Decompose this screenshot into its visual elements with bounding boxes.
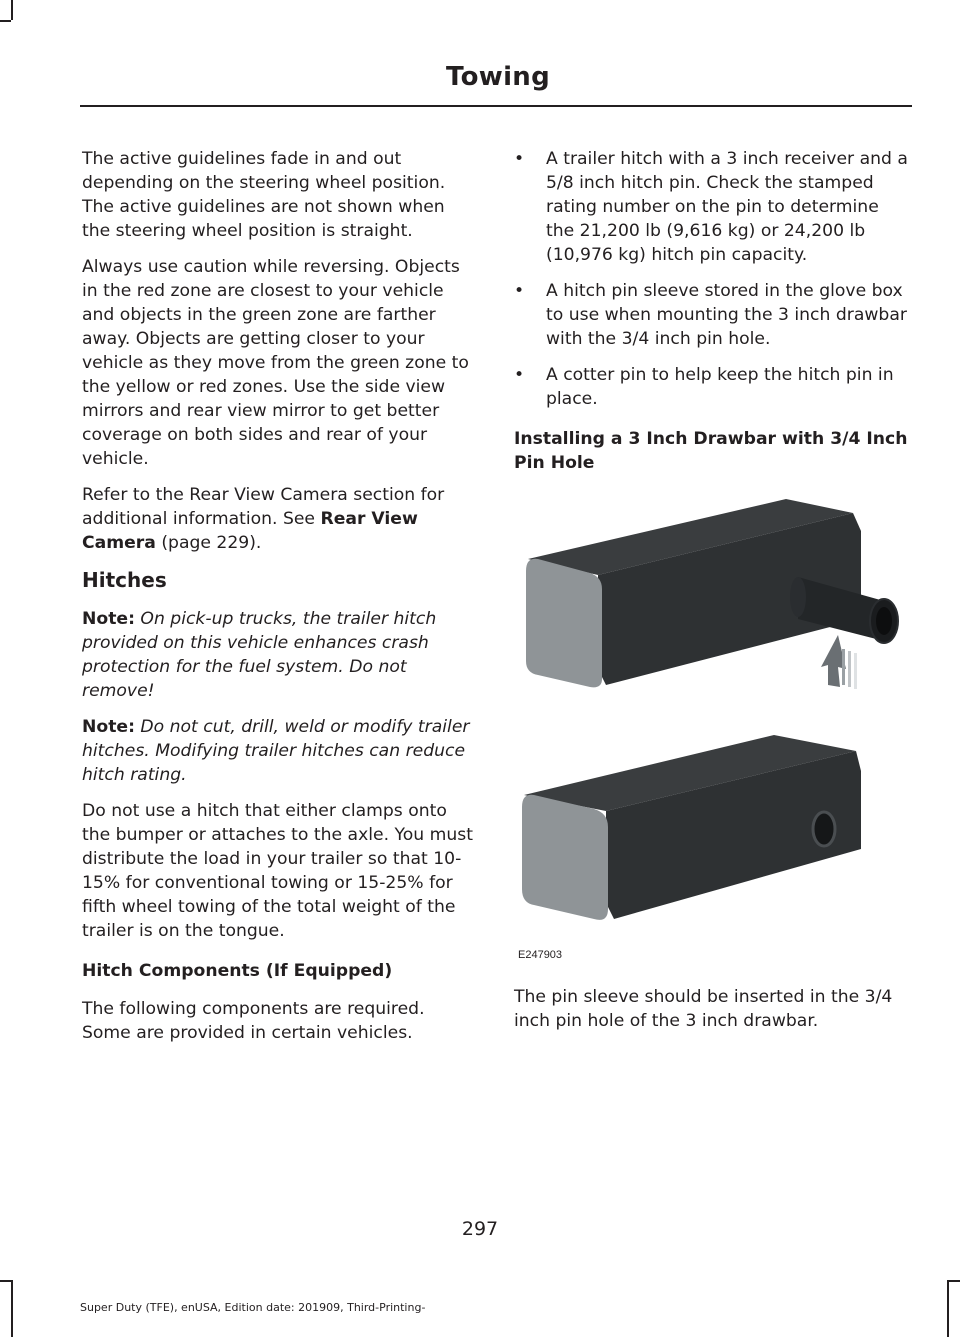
- reference-paragraph: [82, 483, 477, 555]
- reference-page: (page 229).: [155, 533, 262, 553]
- reference-text: Refer to the Rear View Camera section for additional information. See: [82, 485, 445, 529]
- page-title: Towing: [446, 62, 550, 92]
- footer-edition: Super Duty (TFE), enUSA, Edition date: 201909, Third-Printing-: [80, 1301, 426, 1314]
- bullet-icon: •: [514, 365, 525, 385]
- insert-arrow-icon: [821, 635, 857, 689]
- crop-mark: [0, 20, 11, 22]
- crop-mark: [949, 1280, 960, 1282]
- bullet-icon: •: [514, 149, 525, 169]
- caution-paragraph: Always use caution while reversing. Objects in the red zone are closest to your vehicle and objects in the green zone are farther away. Objects are getting closer to your vehicle as they move from the green zone to the yellow or red zones. Use the side view mirrors and rear view mirror to get better coverage on both sides and rear of your vehicle.: [82, 257, 469, 469]
- drawbar-diagram: [516, 489, 908, 967]
- note-label: Note:: [82, 717, 135, 737]
- page-number: 297: [461, 1218, 499, 1240]
- guidelines-paragraph: The active guidelines fade in and out depending on the steering wheel position. The active guidelines are not shown when the steering wheel position is straight.: [82, 149, 446, 241]
- list-item-text: A cotter pin to help keep the hitch pin in place.: [546, 365, 894, 409]
- install-drawbar-heading: Installing a 3 Inch Drawbar with 3/4 Inch Pin Hole: [514, 429, 908, 473]
- drawbar-with-pin-hole: [522, 735, 861, 920]
- note-text: Do not cut, drill, weld or modify trailer hitches. Modifying trailer hitches can reduce hitch rating.: [82, 717, 470, 785]
- drawbar-illustration: [516, 489, 908, 967]
- crop-mark: [947, 1280, 949, 1337]
- right-column: [514, 147, 909, 1045]
- hitch-components-heading: Hitch Components (If Equipped): [82, 961, 393, 981]
- list-item: [514, 363, 909, 411]
- load-distribution-paragraph: Do not use a hitch that either clamps onto the bumper or attaches to the axle. You must distribute the load in your trailer so that 10-15% for conventional towing or 15-25% for fifth wheel towing of the total weight of the trailer is on the tongue.: [82, 801, 473, 941]
- crop-mark: [0, 1280, 11, 1282]
- header-divider: [80, 105, 912, 107]
- note-text: On pick-up trucks, the trailer hitch provided on this vehicle enhances crash protection for the fuel system. Do not remove!: [82, 609, 437, 701]
- rear-view-camera-link[interactable]: Rear View Camera: [82, 509, 418, 553]
- hitches-heading: Hitches: [82, 568, 167, 592]
- list-item-text: A trailer hitch with a 3 inch receiver and a 5/8 inch hitch pin. Check the stamped rating number on the pin to determine the 21,200 lb (9,616 kg) or 24,200 lb (10,976 kg) hitch pin capacity.: [546, 149, 908, 265]
- crop-mark: [11, 0, 13, 20]
- bullet-icon: •: [514, 281, 525, 301]
- list-item: [514, 279, 909, 351]
- crop-mark: [11, 1280, 13, 1337]
- components-list: [514, 147, 909, 411]
- figure-id: E247903: [518, 949, 563, 961]
- note-modify-hitches: [82, 715, 477, 787]
- left-column: [82, 147, 477, 1057]
- note-crash-protection: [82, 607, 477, 703]
- list-item-text: A hitch pin sleeve stored in the glove box to use when mounting the 3 inch drawbar with the 3/4 inch pin hole.: [546, 281, 907, 349]
- components-paragraph: The following components are required. Some are provided in certain vehicles.: [82, 999, 425, 1043]
- list-item: [514, 147, 909, 267]
- pin-sleeve-paragraph: The pin sleeve should be inserted in the 3/4 inch pin hole of the 3 inch drawbar.: [514, 987, 893, 1031]
- note-label: Note:: [82, 609, 135, 629]
